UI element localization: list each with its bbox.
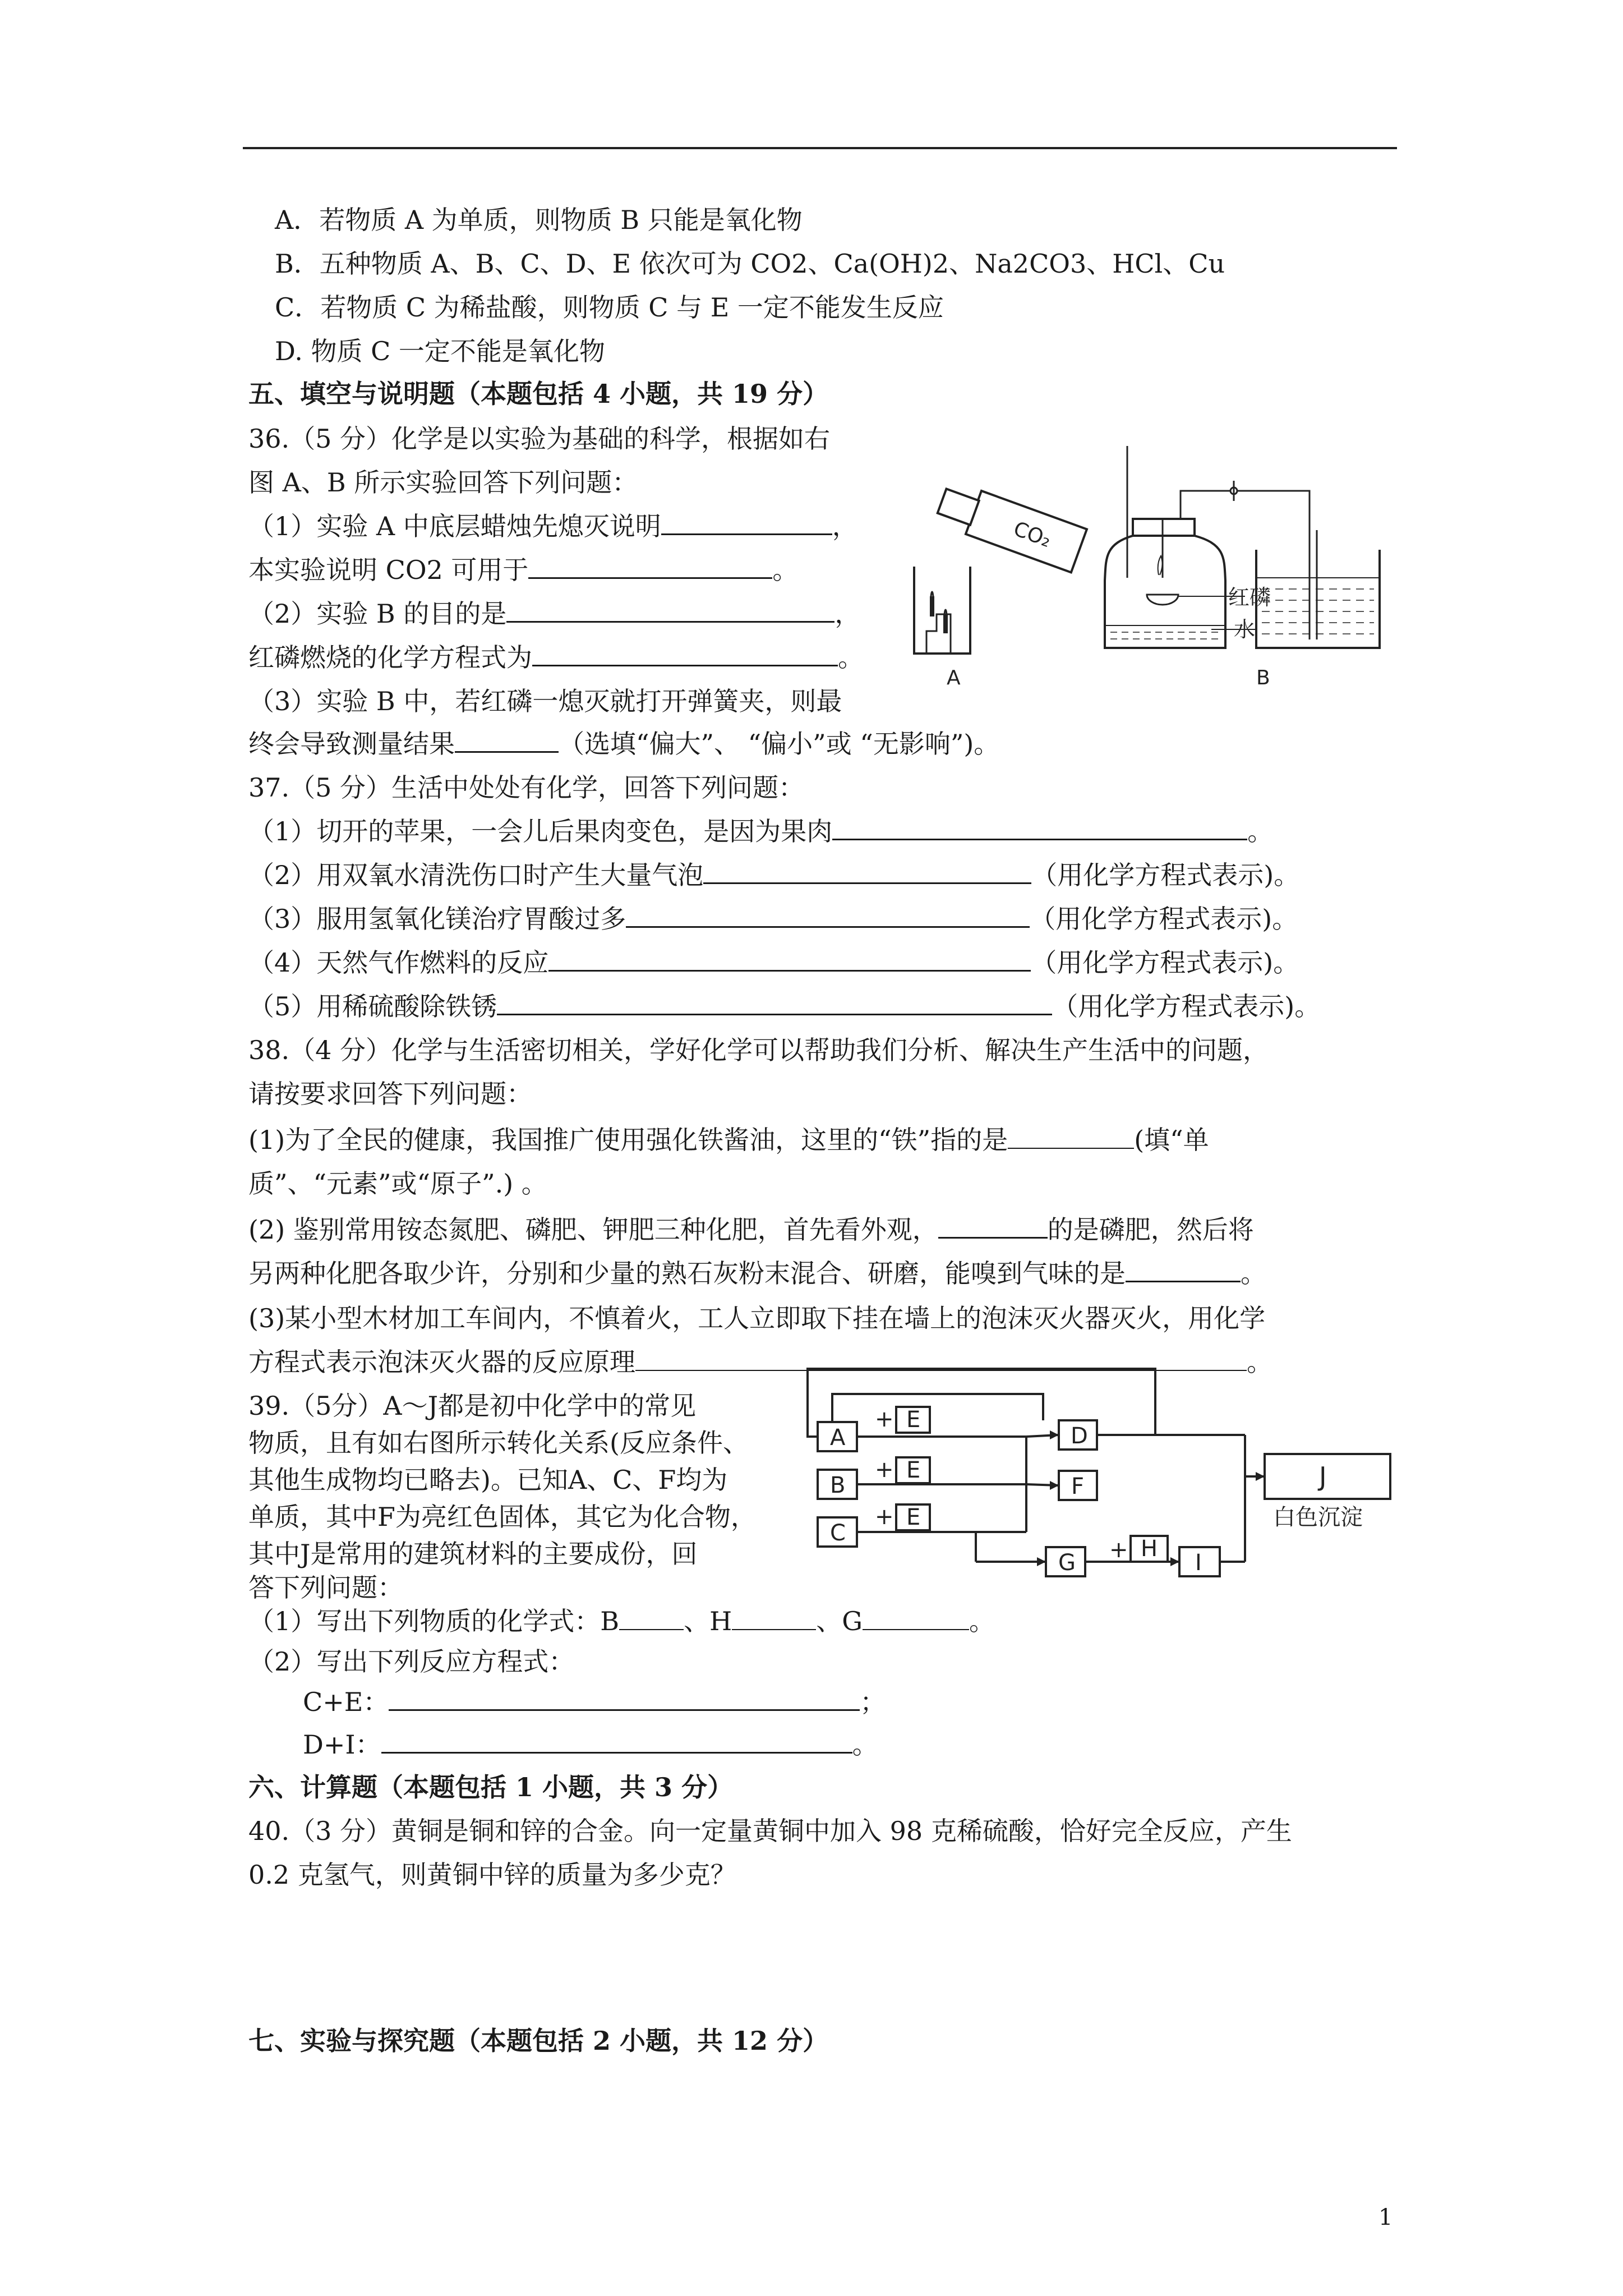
node-f: F	[1071, 1474, 1085, 1499]
plus-3: +	[875, 1504, 894, 1530]
page-number: 1	[1378, 2205, 1393, 2230]
q39-line-9: C+E： ；	[303, 1684, 886, 1720]
answer-blank[interactable]	[455, 726, 559, 753]
q37-line-5: （4）天然气作燃料的反应 （用化学方程式表示)。	[248, 945, 1299, 981]
red-phosphorus-label: 红磷	[1228, 585, 1271, 610]
label-a: A	[947, 666, 961, 689]
header-rule	[243, 147, 1397, 149]
section-7-title: 七、实验与探究题（本题包括 2 小题，共 12 分）	[248, 2026, 829, 2056]
node-a: A	[830, 1425, 846, 1451]
co2-bottle	[934, 479, 1087, 572]
q39-line-7: （1）写出下列物质的化学式：B 、H 、G 。	[248, 1603, 995, 1639]
q39-line-5: 其中J是常用的建筑材料的主要成份，回	[248, 1539, 698, 1569]
combustion-spoon	[1147, 595, 1178, 605]
q38-line-3: (1)为了全民的健康，我国推广使用强化铁酱油，这里的“铁”指的是 (填“单	[248, 1122, 1209, 1158]
node-j: J	[1319, 1461, 1327, 1492]
experiment-figure-ab	[897, 446, 1402, 704]
answer-blank[interactable]	[938, 1212, 1048, 1239]
answer-blank[interactable]	[703, 858, 1031, 884]
plus-2: +	[875, 1457, 894, 1483]
q38-line-2: 请按要求回答下列问题：	[248, 1079, 532, 1109]
q38-line-6: 另两种化肥各取少许，分别和少量的熟石灰粉末混合、研磨，能嗅到气味的是 。	[248, 1255, 1266, 1291]
node-g: G	[1058, 1550, 1076, 1576]
candle-lower	[943, 614, 948, 633]
answer-blank[interactable]	[1126, 1256, 1241, 1282]
node-i: I	[1195, 1550, 1202, 1576]
node-c: C	[830, 1520, 846, 1546]
arrow-to-d	[1050, 1430, 1059, 1439]
node-d: D	[1071, 1423, 1088, 1449]
answer-blank[interactable]	[863, 1604, 969, 1630]
answer-blank[interactable]	[381, 1727, 852, 1754]
node-b: B	[830, 1473, 846, 1498]
q36-line-7: （3）实验 B 中，若红磷一熄灭就打开弹簧夹，则最	[248, 686, 842, 716]
q35-option-d: D. 物质 C 一定不能是氧化物	[275, 336, 605, 366]
label-b: B	[1256, 666, 1270, 689]
answer-blank[interactable]	[497, 989, 1052, 1015]
plus-1: +	[875, 1406, 894, 1432]
q38-line-1: 38.（4 分）化学与生活密切相关，学好化学可以帮助我们分析、解决生产生活中的问题，	[248, 1035, 1269, 1065]
arrow-to-f	[1050, 1481, 1059, 1490]
section-6-title: 六、计算题（本题包括 1 小题，共 3 分）	[248, 1772, 734, 1802]
q39-line-6: 答下列问题：	[248, 1572, 403, 1603]
transformation-diagram	[796, 1358, 1408, 1593]
node-e-2: E	[906, 1457, 921, 1483]
section-5-title: 五、填空与说明题（本题包括 4 小题，共 19 分）	[248, 379, 829, 409]
node-j-box	[1265, 1454, 1390, 1499]
q39-line-2: 物质，且有如右图所示转化关系(反应条件、	[248, 1428, 749, 1458]
white-precipitate-label: 白色沉淀	[1273, 1504, 1363, 1530]
arrow-to-g	[1037, 1557, 1046, 1566]
q38-line-5: (2) 鉴别常用铵态氮肥、磷肥、钾肥三种化肥，首先看外观， 的是磷肥，然后将	[248, 1212, 1254, 1248]
q36-line-3: （1）实验 A 中底层蜡烛先熄灭说明 ，	[248, 508, 858, 544]
q36-line-2: 图 A、B 所示实验回答下列问题：	[248, 467, 638, 498]
co2-label: CO₂	[1010, 517, 1054, 553]
arrow-to-i	[1170, 1557, 1179, 1566]
q36-line-6: 红磷燃烧的化学方程式为 。	[248, 639, 864, 675]
q38-line-8: 方程式表示泡沫灭火器的反应原理 。	[248, 1344, 1272, 1380]
answer-blank[interactable]	[661, 509, 832, 535]
answer-blank[interactable]	[626, 901, 1030, 928]
candle-upper	[930, 596, 934, 616]
q37-line-2: （1）切开的苹果，一会儿后果肉变色，是因为果肉 。	[248, 813, 1273, 849]
answer-blank[interactable]	[532, 640, 838, 666]
q37-line-4: （3）服用氢氧化镁治疗胃酸过多 （用化学方程式表示)。	[248, 901, 1298, 937]
answer-blank[interactable]	[506, 596, 834, 623]
q36-line-5: （2）实验 B 的目的是 ，	[248, 596, 860, 632]
answer-blank[interactable]	[528, 553, 772, 579]
answer-blank[interactable]	[389, 1685, 860, 1711]
q35-option-b: B．五种物质 A、B、C、D、E 依次可为 CO2、Ca(OH)2、Na2CO3、HCl、Cu	[275, 249, 1225, 279]
answer-blank[interactable]	[619, 1604, 684, 1630]
q39-line-3: 其他生成物均已略去)。已知A、C、F均为	[248, 1465, 728, 1495]
q39-line-8: （2）写出下列反应方程式：	[248, 1646, 575, 1677]
q37-line-6: （5）用稀硫酸除铁锈 （用化学方程式表示)。	[248, 988, 1320, 1024]
q37-line-1: 37.（5 分）生活中处处有化学，回答下列问题：	[248, 772, 805, 803]
q38-line-7: (3)某小型木材加工车间内，不慎着火，工人立即取下挂在墙上的泡沫灭火器灭火，用化学	[248, 1303, 1266, 1333]
answer-blank[interactable]	[732, 1604, 816, 1630]
q40-line-1: 40.（3 分）黄铜是铜和锌的合金。向一定量黄铜中加入 98 克稀硫酸，恰好完全反应，产生	[248, 1816, 1292, 1846]
answer-blank[interactable]	[548, 945, 1031, 972]
node-e-3: E	[906, 1504, 921, 1530]
q36-line-1: 36.（5 分）化学是以实验为基础的科学，根据如右	[248, 424, 831, 454]
arrow-to-j	[1256, 1472, 1265, 1481]
q39-line-1: 39.（5分）A～J都是初中化学中的常见	[248, 1391, 697, 1421]
answer-blank[interactable]	[1008, 1123, 1134, 1149]
q36-line-8: 终会导致测量结果 （选填“偏大”、 “偏小”或 “无影响”)。	[248, 726, 999, 762]
q39-line-4: 单质，其中F为亮红色固体，其它为化合物，	[248, 1502, 757, 1532]
node-h: H	[1141, 1536, 1158, 1562]
q37-line-3: （2）用双氧水清洗伤口时产生大量气泡 （用化学方程式表示)。	[248, 857, 1299, 893]
beaker-a	[914, 567, 970, 654]
q35-option-a: A．若物质 A 为单质，则物质 B 只能是氧化物	[275, 205, 803, 235]
answer-blank[interactable]	[832, 814, 1247, 840]
q36-line-4: 本实验说明 CO2 可用于 。	[248, 552, 798, 588]
q40-line-2: 0.2 克氢气，则黄铜中锌的质量为多少克？	[248, 1860, 736, 1890]
node-e-1: E	[906, 1407, 921, 1433]
q39-line-10: D+I： 。	[303, 1727, 878, 1763]
water-label: 水	[1234, 617, 1256, 642]
q38-line-4: 质”、“元素”或“原子”.) 。	[248, 1168, 547, 1199]
q35-option-c: C．若物质 C 为稀盐酸，则物质 C 与 E 一定不能发生反应	[275, 292, 944, 323]
plus-4: +	[1109, 1537, 1128, 1563]
